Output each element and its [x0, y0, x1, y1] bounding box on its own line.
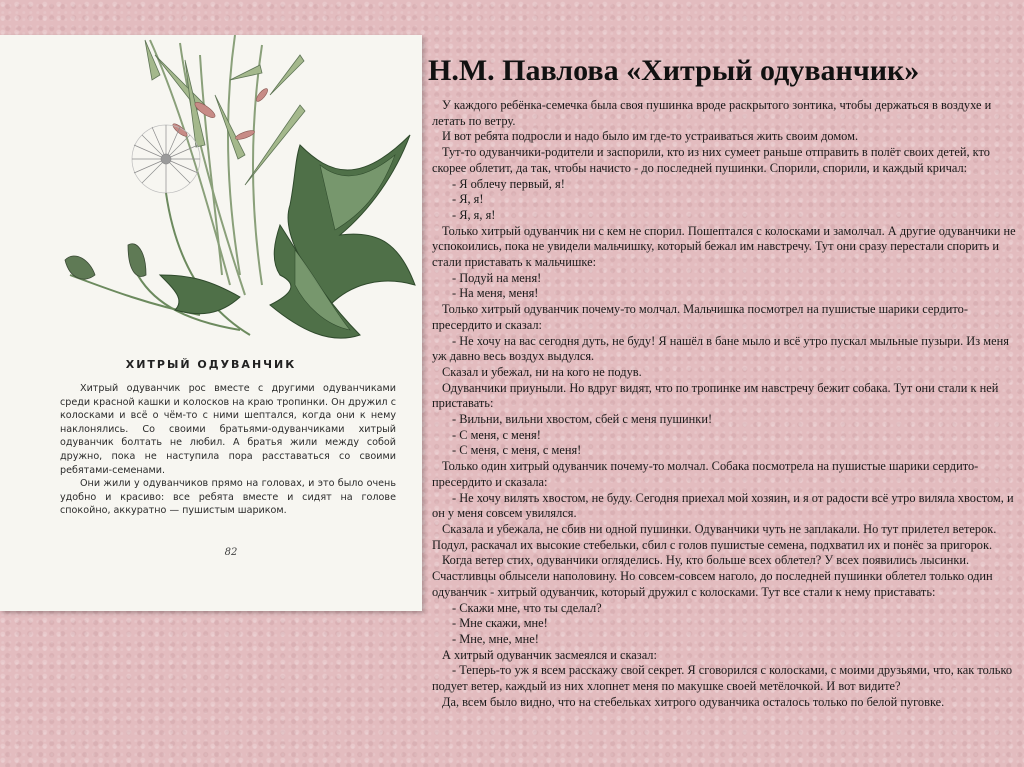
- page-number: 82: [224, 547, 238, 558]
- story-dialog-line: - На меня, меня!: [452, 286, 539, 301]
- story-dialog-line: - Я облечу первый, я!: [452, 176, 565, 191]
- book-page-text: [60, 382, 396, 518]
- book-page-heading: ХИТРЫЙ ОДУВАНЧИК: [125, 358, 297, 371]
- story-dialog-line: - Вильни, вильни хвостом, сбей с меня пушинки!: [452, 412, 713, 427]
- story-dialog-line: - Подуй на меня!: [452, 270, 542, 285]
- slide-title: Н.М. Павлова «Хитрый одуванчик»: [428, 54, 920, 87]
- story-text: [432, 98, 1016, 710]
- story-dialog-line: - С меня, с меня, с меня!: [452, 443, 582, 458]
- story-dialog-line: - Скажи мне, что ты сделал?: [452, 600, 602, 615]
- story-paragraph: Да, всем было видно, что на стебельках хитрого одуванчика осталось только по белой пуговке.: [442, 694, 945, 709]
- book-paragraph: Они жили у одуванчиков прямо на головах, и это было очень удобно и красиво: все ребята вместе и сидят на голове спокойно, аккуратно — пушистым шариком.: [60, 478, 396, 517]
- story-paragraph: Только хитрый одуванчик почему-то молчал. Мальчишка посмотрел на пушистые шарики сердито-пресердито и сказал:: [432, 302, 968, 332]
- story-dialog-line: - Мне, мне, мне!: [452, 631, 539, 646]
- story-paragraph: Только один хитрый одуванчик почему-то молчал. Собака посмотрела на пушистые шарики сердито-пресердито и сказала:: [432, 459, 979, 489]
- story-paragraph: Сказала и убежала, не сбив ни одной пушинки. Одуванчики чуть не заплакали. Но тут прилетел ветерок. Подул, раскачал их высокие стебельки, сбил с голов пушистые семена, подхватил их и понёс за пригорок.: [432, 521, 997, 552]
- dandelion-illustration: [0, 35, 422, 365]
- book-page-scan: [0, 35, 422, 611]
- story-paragraph: Одуванчики приуныли. Но вдруг видят, что по тропинке им навстречу бежит собака. Тут они стали к ней приставать:: [432, 380, 999, 411]
- story-paragraph: А хитрый одуванчик засмеялся и сказал:: [442, 647, 657, 662]
- story-dialog-line: - Теперь-то уж я всем расскажу свой секрет. Я сговорился с колосками, с моими друзьями, что, как только подует ветер, каждый из них хлопнет меня по макушке своей метёлочкой. И вот видите?: [432, 663, 1013, 694]
- story-paragraph: Только хитрый одуванчик ни с кем не спорил. Пошептался с колосками и замолчал. А другие одуванчики не успокоились, пока не увидели мальчишку, который бежал им навстречу. Тут они сразу перестали спорить и стали приставать к мальчишке:: [432, 223, 1016, 270]
- story-paragraph: Тут-то одуванчики-родители и заспорили, кто из них сумеет раньше отправить в полёт своих детей, кто скорее облетит, да так, чтобы начисто - до последней пушинки. Спорили, спорили, и каждый кричал:: [432, 145, 990, 175]
- dandelion-puff: [132, 125, 200, 193]
- story-dialog-line: - Я, я!: [452, 192, 484, 207]
- story-paragraph: Когда ветер стих, одуванчики огляделись. Ну, кто больше всех облетел? У всех появились лысинки. Счастливцы облысели наполовину. Но совсем-совсем наголо, до последней пушинки облетел только один одуванчик - хитрый одуванчик, который дружил с колосками. Тут все стали к нему приставать:: [432, 553, 993, 599]
- story-paragraph: И вот ребята подросли и надо было им где-то устраиваться жить своим домом.: [442, 129, 859, 144]
- story-dialog-line: - С меня, с меня!: [452, 427, 541, 442]
- story-paragraph: У каждого ребёнка-семечка была своя пушинка вроде раскрытого зонтика, чтобы держаться в воздухе и летать по ветру.: [432, 98, 992, 128]
- story-dialog-line: - Не хочу на вас сегодня дуть, не буду! Я нашёл в бане мыло и всё утро пускал мыльные пузыри. Из меня уж давно весь воздух выдулся.: [432, 333, 1009, 364]
- story-paragraph: Сказал и убежал, ни на кого не подув.: [442, 364, 642, 379]
- story-dialog-line: - Не хочу вилять хвостом, не буду. Сегодня приехал мой хозяин, и я от радости всё утро виляла хвостом, и он у меня совсем увилялся.: [432, 490, 1014, 521]
- book-paragraph: Хитрый одуванчик рос вместе с другими одуванчиками среди красной кашки и колосков на краю тропинки. Он дружил с колосками и всё о чём-то с ними шептался, когда они к нему наклонялись. Со своими братьями-одуванчиками хитрый одуванчик болтать не любил. А братья жили между собой дружно, пока не наступила пора расставаться со своими ребятами-семенами.: [60, 383, 396, 476]
- story-dialog-line: - Мне скажи, мне!: [452, 616, 548, 631]
- story-dialog-line: - Я, я, я!: [452, 207, 496, 222]
